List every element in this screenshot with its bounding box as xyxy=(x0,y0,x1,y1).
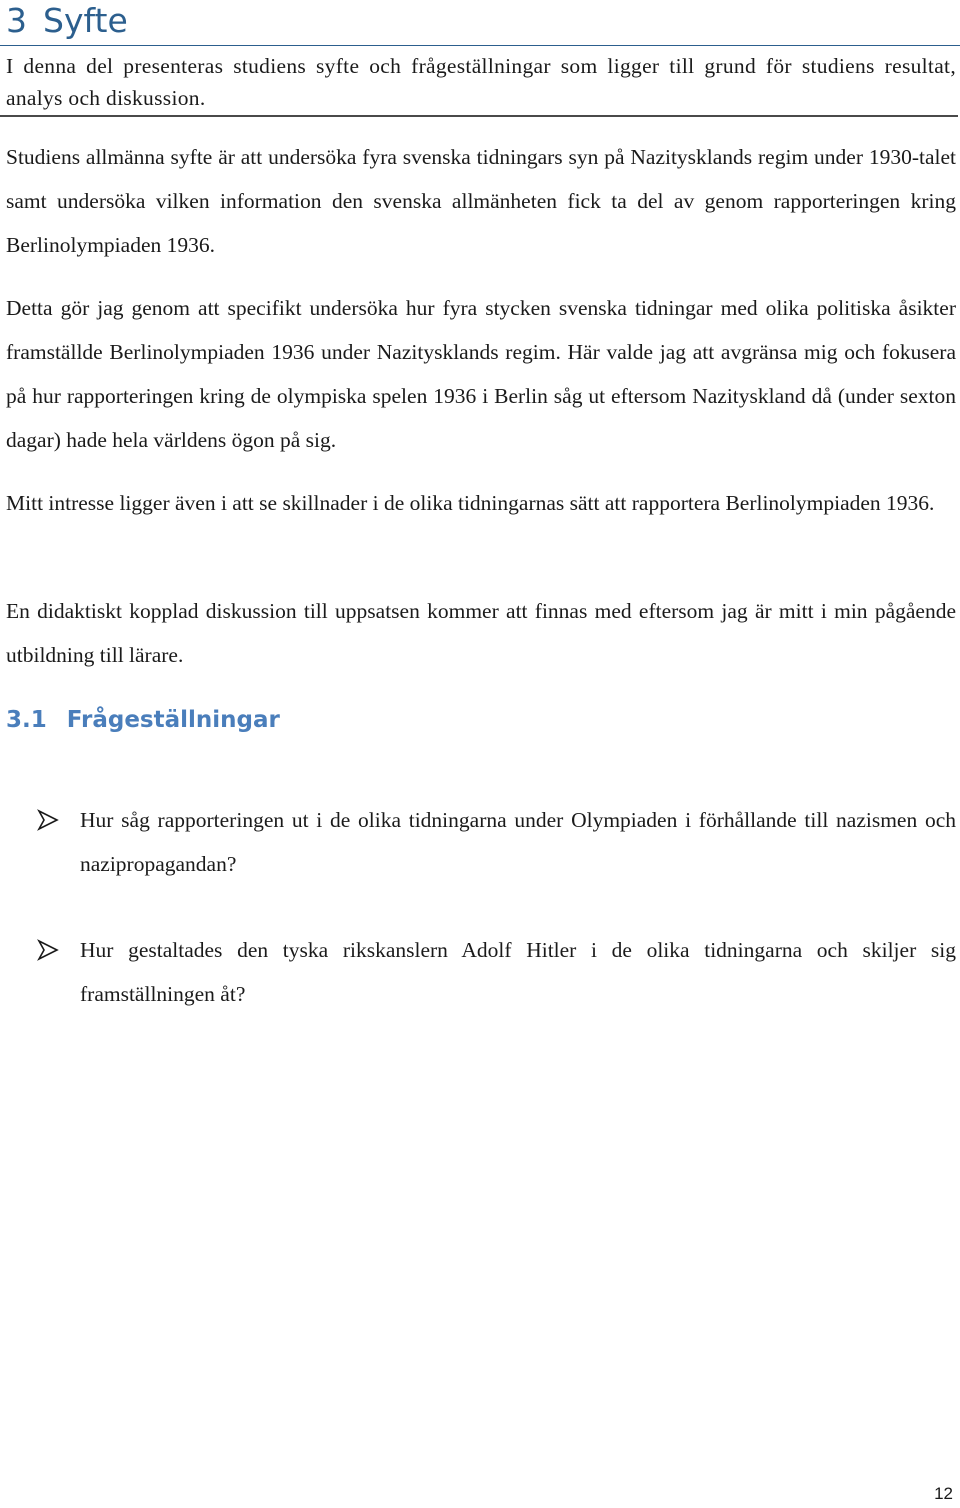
subsection-number: 3.1 xyxy=(6,707,47,733)
page-number: 12 xyxy=(934,1484,953,1503)
section-heading xyxy=(6,0,128,42)
section-number: 3 xyxy=(6,1,27,40)
paragraph-interest: Mitt intresse ligger även i att se skillnader i de olika tidningarnas sätt att rapportera Berlinolympiaden 1936. xyxy=(6,491,935,515)
subsection-heading xyxy=(6,700,280,740)
paragraph-didactic: En didaktiskt kopplad diskussion till uppsatsen kommer att finnas med eftersom jag är mitt i min pågående utbildning till lärare. xyxy=(6,599,956,667)
heading-rule xyxy=(0,45,960,46)
intro-text: I denna del presenteras studiens syfte och frågeställningar som ligger till grund för studiens resultat, analys och diskussion. xyxy=(6,54,956,110)
question-item: Hur såg rapporteringen ut i de olika tidningarna under Olympiaden i förhållande till nazismen och nazipropagandan? xyxy=(80,808,956,876)
paragraph-purpose: Studiens allmänna syfte är att undersöka fyra svenska tidningars syn på Nazitysklands regim under 1930-talet samt undersöka vilken information den svenska allmänheten fick ta del av genom rapporteringen kring Berlinolympiaden 1936. xyxy=(6,145,956,257)
intro-bottom-border xyxy=(0,115,958,117)
section-title: Syfte xyxy=(43,1,128,40)
question-item: Hur gestaltades den tyska rikskanslern Adolf Hitler i de olika tidningarna och skiljer sig framställningen åt? xyxy=(80,938,956,1006)
arrowhead-bullet-icon xyxy=(36,938,60,962)
paragraph-method: Detta gör jag genom att specifikt undersöka hur fyra stycken svenska tidningar med olika politiska åsikter framställde Berlinolympiaden 1936 under Nazitysklands regim. Här valde jag att avgränsa mig och fokusera på hur rapporteringen kring de olympiska spelen 1936 i Berlin såg ut eftersom Nazityskland då (under sexton dagar) hade hela världens ögon på sig. xyxy=(6,296,956,452)
subsection-title: Frågeställningar xyxy=(66,707,280,733)
arrowhead-bullet-icon xyxy=(36,808,60,832)
